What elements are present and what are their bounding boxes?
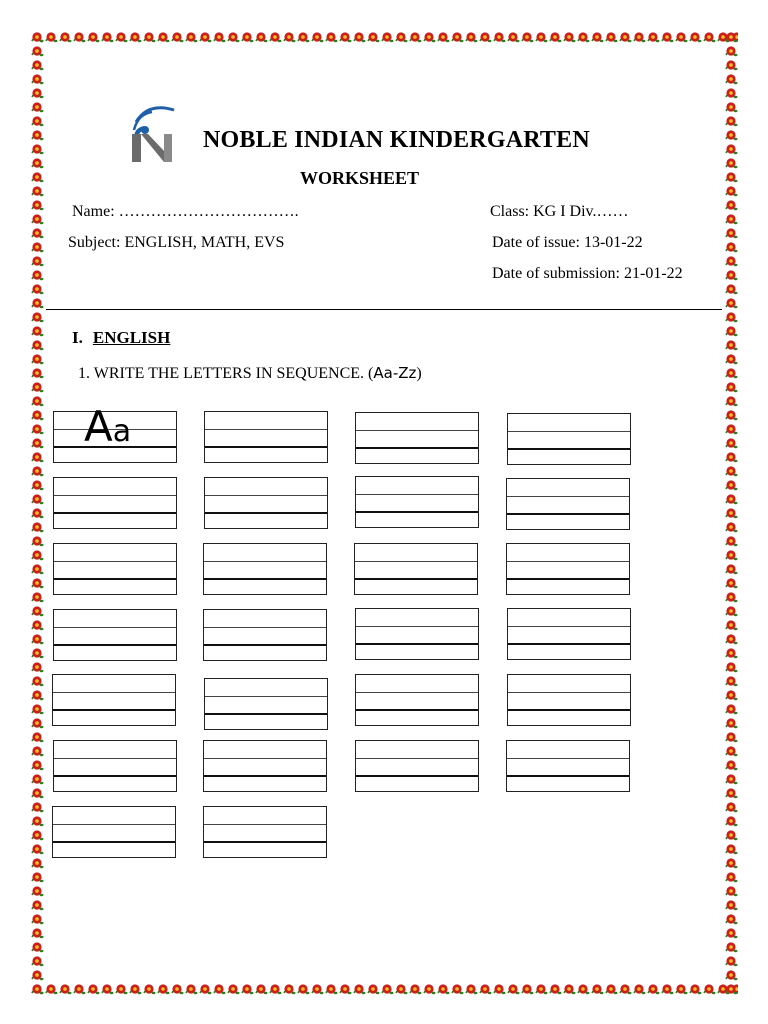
floral-border-bottom	[30, 982, 738, 996]
date-of-submission: Date of submission: 21-01-22	[492, 265, 683, 282]
letter-writing-box	[506, 740, 630, 792]
question-1	[78, 364, 422, 383]
header-divider	[46, 309, 722, 310]
class-field: Class: KG I Div.……	[490, 203, 629, 220]
letter-writing-box	[204, 678, 328, 730]
section-number: I.	[72, 328, 83, 347]
letter-writing-box	[53, 543, 177, 595]
letter-writing-box	[506, 478, 630, 530]
letter-writing-box	[355, 608, 479, 660]
sample-lower: a	[112, 414, 132, 449]
letter-writing-box	[355, 476, 479, 528]
letter-writing-box	[53, 477, 177, 529]
letter-writing-box	[354, 543, 478, 595]
letter-writing-box	[203, 609, 327, 661]
letter-writing-box	[204, 411, 328, 463]
letter-writing-box	[53, 609, 177, 661]
question-close: )	[416, 365, 422, 382]
school-name: NOBLE INDIAN KINDERGARTEN	[203, 127, 590, 153]
section-name: ENGLISH	[92, 328, 171, 347]
letter-writing-box	[203, 806, 327, 858]
letter-writing-box	[53, 740, 177, 792]
letter-writing-box	[355, 412, 479, 464]
name-field: Name: …………………………….	[72, 203, 299, 220]
floral-border-right	[724, 30, 738, 996]
letter-writing-box	[203, 740, 327, 792]
letter-writing-box	[355, 740, 479, 792]
floral-border-left	[30, 30, 44, 996]
question-range: Aa-Zz	[373, 364, 417, 382]
letter-writing-box	[355, 674, 479, 726]
letter-writing-box	[507, 674, 631, 726]
school-logo-icon	[128, 100, 180, 166]
letter-writing-box	[507, 608, 631, 660]
sample-letter-aa	[84, 403, 131, 456]
letter-writing-box	[203, 543, 327, 595]
letter-writing-box	[507, 413, 631, 465]
date-of-issue: Date of issue: 13-01-22	[492, 234, 643, 251]
section-heading	[72, 328, 170, 348]
question-text: 1. WRITE THE LETTERS IN SEQUENCE. (	[78, 365, 374, 382]
letter-writing-box	[506, 543, 630, 595]
subject-field: Subject: ENGLISH, MATH, EVS	[68, 234, 285, 251]
sample-upper: A	[84, 402, 113, 451]
letter-writing-box	[52, 806, 176, 858]
letter-writing-box	[204, 477, 328, 529]
letter-writing-box	[52, 674, 176, 726]
document-title: WORKSHEET	[300, 168, 420, 188]
floral-border-top	[30, 30, 738, 44]
